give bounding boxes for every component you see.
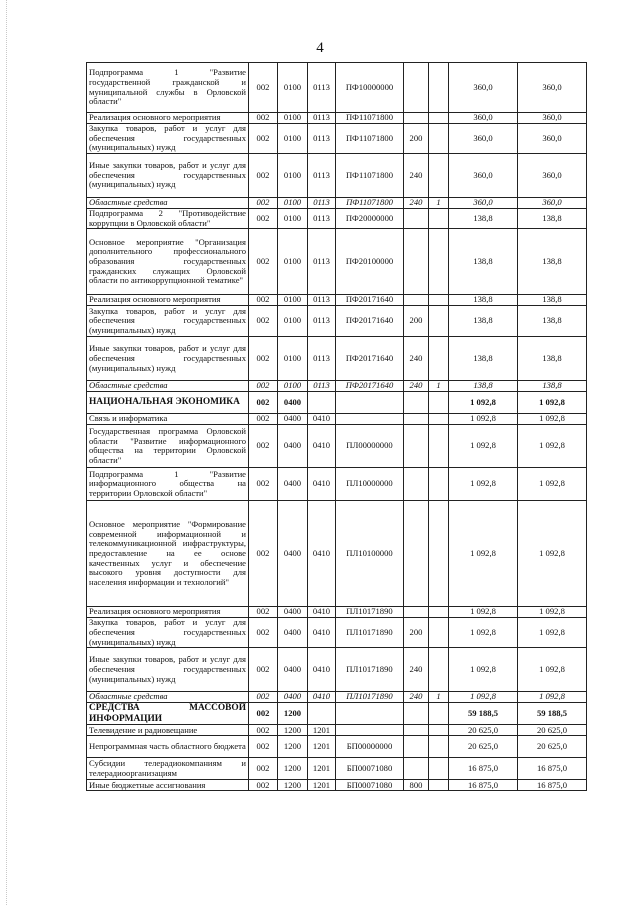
amount-year-1: 138,8: [449, 337, 518, 381]
table-row: [87, 124, 587, 154]
binding-margin-line: [6, 0, 8, 905]
expense-type-code: [404, 113, 429, 124]
expense-type-code: [404, 607, 429, 618]
target-article-code: БП00000000: [336, 736, 404, 758]
admin-code: 002: [249, 468, 278, 501]
expense-type-code: [404, 501, 429, 607]
target-article-code: ПФ20100000: [336, 229, 404, 295]
amount-year-2: 138,8: [518, 337, 587, 381]
amount-year-1: 1 092,8: [449, 425, 518, 468]
target-article-code: [336, 725, 404, 736]
section-code: 0100: [278, 295, 308, 306]
amount-year-2: 138,8: [518, 381, 587, 392]
amount-year-2: 360,0: [518, 113, 587, 124]
amount-year-2: 1 092,8: [518, 392, 587, 414]
target-article-code: [336, 703, 404, 725]
amount-year-1: 138,8: [449, 381, 518, 392]
target-article-code: [336, 392, 404, 414]
section-code: 0400: [278, 501, 308, 607]
admin-code: 002: [249, 113, 278, 124]
expense-type-code: [404, 703, 429, 725]
amount-year-1: 20 625,0: [449, 725, 518, 736]
amount-year-2: 138,8: [518, 306, 587, 337]
table-row: [87, 501, 587, 607]
row-name: Областные средства: [87, 692, 249, 703]
funding-source-code: [429, 229, 449, 295]
funding-source-code: [429, 736, 449, 758]
row-name: НАЦИОНАЛЬНАЯ ЭКОНОМИКА: [87, 392, 249, 414]
table-row: [87, 198, 587, 209]
section-code: 0400: [278, 607, 308, 618]
subsection-code: 0113: [308, 209, 336, 229]
section-code: 1200: [278, 703, 308, 725]
funding-source-code: [429, 618, 449, 648]
target-article-code: ПФ20171640: [336, 306, 404, 337]
funding-source-code: [429, 468, 449, 501]
row-name: Закупка товаров, работ и услуг для обеспечения государственных (муниципальных) нужд: [87, 306, 249, 337]
expense-type-code: [404, 392, 429, 414]
admin-code: 002: [249, 209, 278, 229]
row-name: Реализация основного мероприятия: [87, 113, 249, 124]
target-article-code: ПФ11071800: [336, 154, 404, 198]
admin-code: 002: [249, 501, 278, 607]
table-row: [87, 209, 587, 229]
target-article-code: ПФ10000000: [336, 63, 404, 113]
target-article-code: ПЛ10171890: [336, 648, 404, 692]
expense-type-code: 200: [404, 124, 429, 154]
expense-type-code: [404, 414, 429, 425]
subsection-code: 0113: [308, 154, 336, 198]
table-row: [87, 780, 587, 791]
target-article-code: БП00071080: [336, 758, 404, 780]
target-article-code: ПЛ10000000: [336, 468, 404, 501]
amount-year-1: 1 092,8: [449, 618, 518, 648]
funding-source-code: [429, 124, 449, 154]
row-name: Реализация основного мероприятия: [87, 295, 249, 306]
expense-type-code: [404, 295, 429, 306]
budget-table: [86, 62, 587, 791]
row-name: Субсидии телерадиокомпаниям и телерадиоорганизациям: [87, 758, 249, 780]
target-article-code: ПЛ10171890: [336, 618, 404, 648]
row-name: Иные закупки товаров, работ и услуг для обеспечения государственных (муниципальных) нужд: [87, 648, 249, 692]
table-row: [87, 758, 587, 780]
funding-source-code: [429, 414, 449, 425]
table-row: [87, 229, 587, 295]
admin-code: 002: [249, 392, 278, 414]
amount-year-1: 360,0: [449, 154, 518, 198]
expense-type-code: [404, 229, 429, 295]
section-code: 0100: [278, 337, 308, 381]
row-name: Основное мероприятие "Организация дополнительного профессионального образования государственных гражданских служащих Орловской области по антикоррупционной тематике": [87, 229, 249, 295]
funding-source-code: [429, 392, 449, 414]
subsection-code: 0410: [308, 618, 336, 648]
amount-year-2: 1 092,8: [518, 468, 587, 501]
section-code: 0400: [278, 425, 308, 468]
section-code: 0100: [278, 209, 308, 229]
amount-year-2: 360,0: [518, 63, 587, 113]
amount-year-2: 20 625,0: [518, 736, 587, 758]
subsection-code: 0113: [308, 198, 336, 209]
section-code: 1200: [278, 780, 308, 791]
amount-year-1: 1 092,8: [449, 392, 518, 414]
row-name: Государственная программа Орловской области "Развитие информационного общества на территории Орловской области": [87, 425, 249, 468]
subsection-code: 0410: [308, 607, 336, 618]
admin-code: 002: [249, 337, 278, 381]
funding-source-code: [429, 306, 449, 337]
amount-year-2: 1 092,8: [518, 648, 587, 692]
row-name: Закупка товаров, работ и услуг для обеспечения государственных (муниципальных) нужд: [87, 618, 249, 648]
subsection-code: 0113: [308, 229, 336, 295]
target-article-code: БП00071080: [336, 780, 404, 791]
target-article-code: ПФ20171640: [336, 337, 404, 381]
expense-type-code: [404, 725, 429, 736]
expense-type-code: 240: [404, 198, 429, 209]
funding-source-code: [429, 154, 449, 198]
table-row: [87, 113, 587, 124]
admin-code: 002: [249, 703, 278, 725]
amount-year-1: 360,0: [449, 113, 518, 124]
expense-type-code: 200: [404, 618, 429, 648]
section-code: 1200: [278, 725, 308, 736]
admin-code: 002: [249, 306, 278, 337]
target-article-code: ПФ11071800: [336, 124, 404, 154]
expense-type-code: [404, 758, 429, 780]
table-row: [87, 703, 587, 725]
amount-year-1: 1 092,8: [449, 692, 518, 703]
subsection-code: 1201: [308, 758, 336, 780]
table-row: [87, 381, 587, 392]
funding-source-code: [429, 703, 449, 725]
target-article-code: ПФ11071800: [336, 113, 404, 124]
subsection-code: 1201: [308, 780, 336, 791]
row-name: СРЕДСТВА МАССОВОЙ ИНФОРМАЦИИ: [87, 703, 249, 725]
admin-code: 002: [249, 229, 278, 295]
expense-type-code: [404, 468, 429, 501]
expense-type-code: [404, 425, 429, 468]
section-code: 0400: [278, 618, 308, 648]
subsection-code: 1201: [308, 736, 336, 758]
table-row: [87, 306, 587, 337]
target-article-code: ПФ20171640: [336, 381, 404, 392]
amount-year-2: 59 188,5: [518, 703, 587, 725]
table-row: [87, 692, 587, 703]
subsection-code: 0410: [308, 425, 336, 468]
table-row: [87, 63, 587, 113]
row-name: Реализация основного мероприятия: [87, 607, 249, 618]
table-row: [87, 648, 587, 692]
admin-code: 002: [249, 425, 278, 468]
subsection-code: 0410: [308, 692, 336, 703]
amount-year-2: 360,0: [518, 154, 587, 198]
admin-code: 002: [249, 725, 278, 736]
admin-code: 002: [249, 618, 278, 648]
amount-year-1: 59 188,5: [449, 703, 518, 725]
admin-code: 002: [249, 295, 278, 306]
amount-year-2: 1 092,8: [518, 501, 587, 607]
funding-source-code: [429, 758, 449, 780]
section-code: 0400: [278, 392, 308, 414]
target-article-code: ПЛ00000000: [336, 425, 404, 468]
admin-code: 002: [249, 692, 278, 703]
table-row: [87, 607, 587, 618]
amount-year-1: 1 092,8: [449, 468, 518, 501]
amount-year-1: 138,8: [449, 229, 518, 295]
amount-year-1: 360,0: [449, 124, 518, 154]
amount-year-2: 138,8: [518, 209, 587, 229]
row-name: Связь и информатика: [87, 414, 249, 425]
admin-code: 002: [249, 607, 278, 618]
funding-source-code: [429, 337, 449, 381]
subsection-code: 0113: [308, 124, 336, 154]
section-code: 0100: [278, 198, 308, 209]
subsection-code: 0113: [308, 337, 336, 381]
expense-type-code: 240: [404, 692, 429, 703]
table-row: [87, 295, 587, 306]
amount-year-2: 16 875,0: [518, 780, 587, 791]
amount-year-2: 360,0: [518, 198, 587, 209]
row-name: Подпрограмма 2 "Противодействие коррупции в Орловской области": [87, 209, 249, 229]
subsection-code: 0410: [308, 501, 336, 607]
amount-year-2: 1 092,8: [518, 414, 587, 425]
subsection-code: 0113: [308, 113, 336, 124]
amount-year-1: 16 875,0: [449, 758, 518, 780]
funding-source-code: [429, 607, 449, 618]
page-number: 4: [316, 40, 324, 56]
section-code: 0100: [278, 113, 308, 124]
section-code: 0100: [278, 306, 308, 337]
row-name: Основное мероприятие "Формирование современной информационной и телекоммуникационной инфраструктуры, предоставление на ее основе качественных услуг и обеспечение высокого уровня доступности для населения информации и технологий": [87, 501, 249, 607]
funding-source-code: [429, 780, 449, 791]
section-code: 0400: [278, 648, 308, 692]
amount-year-2: 138,8: [518, 295, 587, 306]
expense-type-code: 240: [404, 154, 429, 198]
section-code: 0400: [278, 468, 308, 501]
target-article-code: ПЛ10171890: [336, 692, 404, 703]
row-name: Областные средства: [87, 381, 249, 392]
subsection-code: 0410: [308, 468, 336, 501]
amount-year-1: 16 875,0: [449, 780, 518, 791]
funding-source-code: [429, 648, 449, 692]
funding-source-code: [429, 725, 449, 736]
amount-year-1: 360,0: [449, 198, 518, 209]
amount-year-2: 1 092,8: [518, 692, 587, 703]
amount-year-1: 138,8: [449, 209, 518, 229]
amount-year-2: 1 092,8: [518, 607, 587, 618]
section-code: 0100: [278, 63, 308, 113]
expense-type-code: 240: [404, 337, 429, 381]
table-row: [87, 414, 587, 425]
admin-code: 002: [249, 381, 278, 392]
amount-year-2: 138,8: [518, 229, 587, 295]
table-row: [87, 618, 587, 648]
row-name: Иные бюджетные ассигнования: [87, 780, 249, 791]
row-name: Закупка товаров, работ и услуг для обеспечения государственных (муниципальных) нужд: [87, 124, 249, 154]
amount-year-2: 1 092,8: [518, 425, 587, 468]
admin-code: 002: [249, 414, 278, 425]
section-code: 0400: [278, 414, 308, 425]
funding-source-code: [429, 113, 449, 124]
amount-year-1: 1 092,8: [449, 648, 518, 692]
expense-type-code: [404, 736, 429, 758]
table-row: [87, 725, 587, 736]
amount-year-1: 138,8: [449, 306, 518, 337]
target-article-code: ПЛ10171890: [336, 607, 404, 618]
subsection-code: 0410: [308, 414, 336, 425]
funding-source-code: [429, 209, 449, 229]
section-code: 0400: [278, 692, 308, 703]
subsection-code: 0113: [308, 295, 336, 306]
amount-year-1: 20 625,0: [449, 736, 518, 758]
table-row: [87, 392, 587, 414]
amount-year-1: 1 092,8: [449, 501, 518, 607]
budget-table-body: [87, 63, 587, 791]
section-code: 1200: [278, 758, 308, 780]
row-name: Иные закупки товаров, работ и услуг для обеспечения государственных (муниципальных) нужд: [87, 337, 249, 381]
admin-code: 002: [249, 758, 278, 780]
target-article-code: ПФ20000000: [336, 209, 404, 229]
amount-year-2: 360,0: [518, 124, 587, 154]
table-row: [87, 154, 587, 198]
expense-type-code: 200: [404, 306, 429, 337]
target-article-code: ПФ11071800: [336, 198, 404, 209]
amount-year-1: 1 092,8: [449, 607, 518, 618]
admin-code: 002: [249, 154, 278, 198]
subsection-code: 1201: [308, 725, 336, 736]
row-name: Иные закупки товаров, работ и услуг для обеспечения государственных (муниципальных) нужд: [87, 154, 249, 198]
subsection-code: 0113: [308, 381, 336, 392]
section-code: 0100: [278, 124, 308, 154]
expense-type-code: [404, 63, 429, 113]
section-code: 0100: [278, 154, 308, 198]
admin-code: 002: [249, 736, 278, 758]
amount-year-1: 138,8: [449, 295, 518, 306]
expense-type-code: [404, 209, 429, 229]
amount-year-2: 16 875,0: [518, 758, 587, 780]
amount-year-2: 20 625,0: [518, 725, 587, 736]
target-article-code: ПФ20171640: [336, 295, 404, 306]
funding-source-code: 1: [429, 198, 449, 209]
funding-source-code: [429, 63, 449, 113]
amount-year-2: 1 092,8: [518, 618, 587, 648]
row-name: Телевидение и радиовещание: [87, 725, 249, 736]
admin-code: 002: [249, 780, 278, 791]
section-code: 0100: [278, 381, 308, 392]
expense-type-code: 800: [404, 780, 429, 791]
row-name: Областные средства: [87, 198, 249, 209]
funding-source-code: 1: [429, 692, 449, 703]
table-row: [87, 337, 587, 381]
row-name: Непрограммная часть областного бюджета: [87, 736, 249, 758]
funding-source-code: 1: [429, 381, 449, 392]
amount-year-1: 360,0: [449, 63, 518, 113]
funding-source-code: [429, 295, 449, 306]
admin-code: 002: [249, 648, 278, 692]
amount-year-1: 1 092,8: [449, 414, 518, 425]
table-row: [87, 425, 587, 468]
row-name: Подпрограмма 1 "Развитие государственной гражданской и муниципальной службы в Орловской области": [87, 63, 249, 113]
row-name: Подпрограмма 1 "Развитие информационного общества на территории Орловской области": [87, 468, 249, 501]
table-row: [87, 736, 587, 758]
target-article-code: [336, 414, 404, 425]
expense-type-code: 240: [404, 381, 429, 392]
admin-code: 002: [249, 124, 278, 154]
subsection-code: [308, 703, 336, 725]
funding-source-code: [429, 501, 449, 607]
subsection-code: 0113: [308, 63, 336, 113]
section-code: 1200: [278, 736, 308, 758]
target-article-code: ПЛ10100000: [336, 501, 404, 607]
funding-source-code: [429, 425, 449, 468]
expense-type-code: 240: [404, 648, 429, 692]
admin-code: 002: [249, 198, 278, 209]
subsection-code: [308, 392, 336, 414]
admin-code: 002: [249, 63, 278, 113]
section-code: 0100: [278, 229, 308, 295]
subsection-code: 0410: [308, 648, 336, 692]
table-row: [87, 468, 587, 501]
subsection-code: 0113: [308, 306, 336, 337]
